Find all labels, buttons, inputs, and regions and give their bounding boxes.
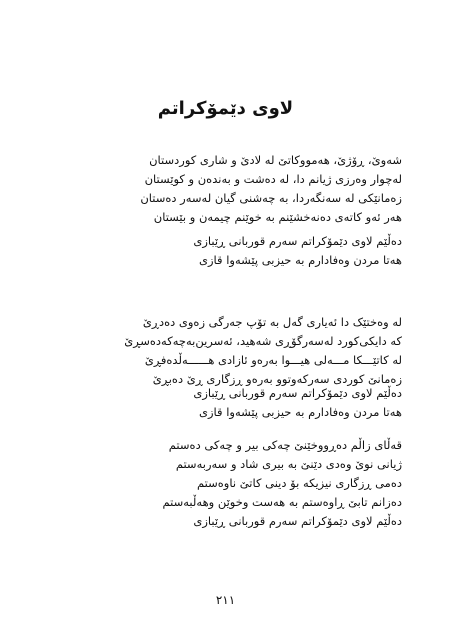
verse-line: دەڵێم لاوی دێمۆکراتم سەرم قوربانی ڕێبازی xyxy=(193,386,402,400)
verse-line: ژیانی نوێ وەدی دێنێ بە بیری شاد و سەربەستم xyxy=(175,457,402,471)
verse-line: شەوێ، ڕۆژێ، هەمووکاتێ لە لادێ و شاری کوردستان xyxy=(149,153,402,167)
verse-line: دەزانم تابێ ڕاوەستم بە هەست وخوێن وهەڵبەستم xyxy=(162,495,402,509)
verse-line: زەمانێکی لە سەنگەردا، بە چەشنی گیان لەسەر دەستان xyxy=(140,191,402,205)
verse-line: قەڵای زاڵم دەڕووخێنێ چەکی بیر و چەکی دەستم xyxy=(168,438,402,452)
stanza-3 xyxy=(50,313,402,389)
verse-line: هەتا مردن وەفادارم بە حیزبی پێشەوا قازی xyxy=(199,253,402,267)
stanza-4-refrain xyxy=(50,384,402,422)
stanza-2-refrain xyxy=(50,232,402,270)
stanza-1 xyxy=(50,151,402,227)
stanza-5 xyxy=(50,436,402,531)
verse-line: کە دایکی‌کورد لەسەرگۆڕی شەهید، ئەسرین‌بەچەکەدەسڕێ xyxy=(124,334,402,348)
page-number: ٢١١ xyxy=(215,593,236,607)
verse-line: دەڵێم لاوی دێمۆکراتم سەرم قوربانی ڕێبازی xyxy=(193,514,402,528)
verse-line: دەمی ڕزگاری نیزیکە بۆ دینی کاتێ ناوەستم xyxy=(197,476,402,490)
verse-line: هەتا مردن وەفادارم بە حیزبی پێشەوا قازی xyxy=(199,405,402,419)
verse-line: لە وەختێک دا ئەیاری گەل بە تۆپ جەرگی زەوی دەدڕێ xyxy=(142,315,402,329)
verse-line: هەر ئەو کاتەی دەنەخشێنم بە خوێنم چیمەن و بێستان xyxy=(153,210,402,224)
poem-title: لاوی دێمۆکراتم xyxy=(157,98,294,119)
verse-line: زەمانێ کوردی سەرکەوتوو بەرەو ڕزگاری ڕێ دەبڕێ xyxy=(152,372,402,386)
verse-line: دەڵێم لاوی دێمۆکراتم سەرم قوربانی ڕێبازی xyxy=(193,234,402,248)
verse-line: لە کاتێـــکا مـــەلی هیـــوا بەرەو ئازادی هــــــەڵدەفڕێ xyxy=(144,353,402,367)
verse-line: لەچوار وەرزی ژیانم دا، لە دەشت و بەندەن و کوێستان xyxy=(144,172,402,186)
